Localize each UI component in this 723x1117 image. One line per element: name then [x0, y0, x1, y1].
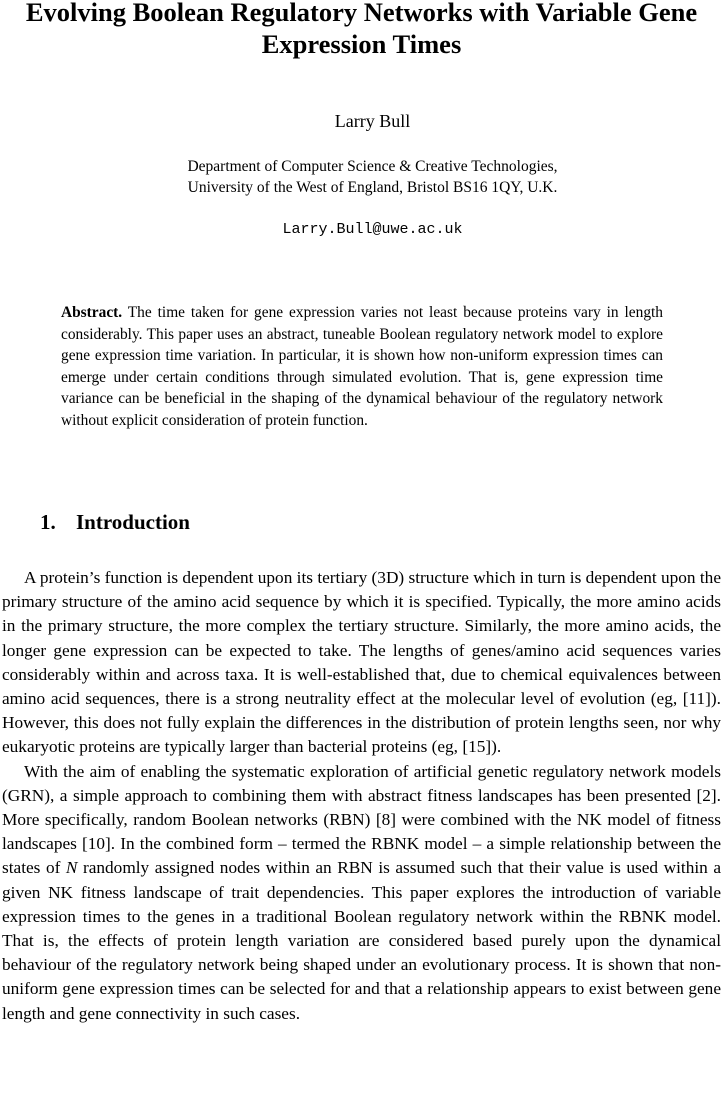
section-heading-introduction [40, 508, 190, 536]
paragraph-2 [2, 760, 721, 1026]
section-title: Introduction [76, 510, 190, 534]
abstract [61, 302, 663, 431]
paragraph-2-part-1: With the aim of enabling the systematic exploration of artificial genetic regulatory network models (GRN), a simple approach to combining them with abstract fitness landscapes has been presented [2]. More specifically, random Boolean networks (RBN) [8] were combined with the NK model of fitness landscapes [10]. In the combined form – termed the RBNK model – a simple relationship between the states of [2, 761, 721, 878]
author-affiliation [0, 156, 723, 198]
author-name: Larry Bull [334, 111, 411, 131]
author-email: Larry.Bull@uwe.ac.uk [282, 221, 463, 238]
affiliation-line-2: University of the West of England, Bristol BS16 1QY, U.K. [187, 179, 558, 196]
paragraph-1: A protein’s function is dependent upon its tertiary (3D) structure which in turn is dependent upon the primary structure of the amino acid sequence by which it is specified. Typically, the more amino acids in the primary structure, the more complex the tertiary structure. Similarly, the more amino acids, the longer gene expression can be expected to take. The lengths of genes/amino acid sequences varies considerably within and across taxa. It is well-established that, due to chemical equivalences between amino acid sequences, there is a strong neutrality effect at the molecular level of evolution (eg, [11]). However, this does not fully explain the differences in the distribution of protein lengths seen, nor why eukaryotic proteins are typically larger than bacterial proteins (eg, [15]). [2, 568, 721, 757]
abstract-label: Abstract. [61, 304, 123, 321]
paper-title: Evolving Boolean Regulatory Networks with Variable Gene Expression Times [25, 0, 698, 59]
paragraph-2-part-2: randomly assigned nodes within an RBN is assumed such that their value is used within a given NK fitness landscape of trait dependencies. This paper explores the introduction of variable expression times to the genes in a traditional Boolean regulatory network within the RBNK model. That is, the effects of protein length variation are considered based purely upon the dynamical behaviour of the regulatory network being shaped under an evolutionary process. It is shown that non-uniform gene expression times can be selected for and that a relationship appears to exist between gene length and gene connectivity in such cases. [2, 858, 721, 1023]
variable-n: N [65, 858, 78, 878]
section-number: 1. [40, 510, 56, 534]
affiliation-line-1: Department of Computer Science & Creative Technologies, [187, 158, 558, 175]
abstract-text: The time taken for gene expression varies not least because proteins vary in length considerably. This paper uses an abstract, tuneable Boolean regulatory network model to explore gene expression time variation. In particular, it is shown how non-uniform expression times can emerge under certain conditions through simulated evolution. That is, gene expression time variance can be beneficial in the shaping of the dynamical behaviour of the regulatory network without explicit consideration of protein function. [61, 304, 663, 429]
introduction-body [2, 566, 721, 1026]
